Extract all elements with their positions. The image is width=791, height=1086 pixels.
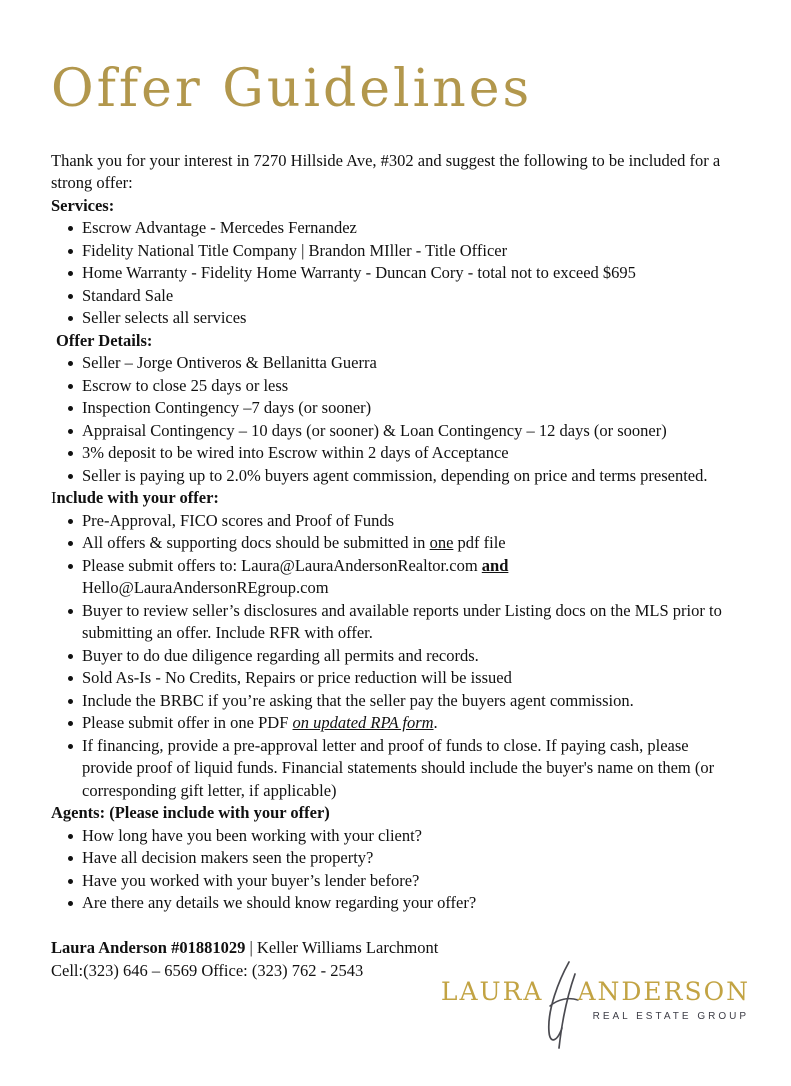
bullet-item <box>82 892 741 915</box>
bullet-item <box>82 847 741 870</box>
bullet-item <box>82 240 741 263</box>
bullet-text: Home Warranty - Fidelity Home Warranty - Duncan Cory - total not to exceed $695 <box>82 263 636 283</box>
bullet-text: Please submit offer in one PDF <box>82 713 293 733</box>
bullet-item <box>82 397 741 420</box>
intro-paragraph: Thank you for your interest in 7270 Hillside Ave, #302 and suggest the following to be included for a strong offer: <box>51 150 721 193</box>
bullet-item <box>82 442 741 465</box>
logo-tagline: REAL ESTATE GROUP <box>592 1011 749 1022</box>
bullet-item <box>82 555 741 600</box>
bullet-text: Please submit offers to: Laura@LauraAndersonRealtor.com <box>82 555 482 575</box>
bullet-text: . <box>433 713 438 733</box>
agent-phone-line: Cell:(323) 646 – 6569 Office: (323) 762 - 2543 <box>51 960 364 980</box>
bullet-text: If financing, provide a pre-approval letter and proof of funds to close. If paying cash, please provide proof of liquid funds. Financial statements should include the buyer's name on them (or corresponding gift letter, if applicable) <box>82 735 715 800</box>
bullet-text: All offers & supporting docs should be submitted in <box>82 533 430 553</box>
bullet-text: Fidelity National Title Company | Brandon MIller - Title Officer <box>82 240 508 260</box>
bullet-item <box>82 465 741 488</box>
italic-underlined-text: on updated RPA form <box>292 713 434 733</box>
heading-text: nclude with your offer: <box>56 488 219 508</box>
bullet-text: Include the BRBC if you’re asking that the seller pay the buyers agent commission. <box>82 690 634 710</box>
bullet-item <box>82 825 741 848</box>
bullet-item <box>82 510 741 533</box>
section-heading-offer-details: Offer Details: <box>56 330 153 350</box>
bullet-text: Seller – Jorge Ontiveros & Bellanitta Guerra <box>82 353 377 373</box>
bullet-item <box>82 307 741 330</box>
bullet-item <box>82 600 741 645</box>
bullet-text: Buyer to do due diligence regarding all permits and records. <box>82 645 479 665</box>
underlined-text: one <box>429 533 454 553</box>
bullet-item <box>82 262 741 285</box>
section-heading-services: Services: <box>51 195 115 215</box>
document-page <box>0 59 791 1086</box>
bullet-text: Sold As-Is - No Credits, Repairs or price reduction will be issued <box>82 668 512 688</box>
bullet-text: Escrow to close 25 days or less <box>82 375 289 395</box>
agents-list <box>51 825 741 915</box>
include-list <box>51 510 741 803</box>
bullet-item <box>82 420 741 443</box>
bullet-item <box>82 735 741 803</box>
bullet-item <box>82 712 741 735</box>
bullet-item <box>82 870 741 893</box>
bullet-text: Inspection Contingency –7 days (or sooner) <box>82 398 372 418</box>
document-body <box>51 150 741 983</box>
offer-details-list <box>51 352 741 487</box>
logo-wordmark <box>440 974 750 1008</box>
bullet-text: Have you worked with your buyer’s lender before? <box>82 870 420 890</box>
bullet-item <box>82 352 741 375</box>
bullet-text: Escrow Advantage - Mercedes Fernandez <box>82 218 357 238</box>
logo-word-anderson: ANDERSON <box>577 976 750 1006</box>
bullet-item <box>82 690 741 713</box>
services-list <box>51 217 741 330</box>
bullet-text: Appraisal Contingency – 10 days (or sooner) & Loan Contingency – 12 days (or sooner) <box>82 420 667 440</box>
bold-underlined-text: and <box>481 555 509 575</box>
bullet-text: Buyer to review seller’s disclosures and available reports under Listing docs on the MLS prior to submitting an offer. Include RFR with offer. <box>82 600 722 643</box>
bullet-item <box>82 667 741 690</box>
bullet-item <box>82 375 741 398</box>
bullet-text: pdf file <box>453 533 506 553</box>
company-logo <box>440 974 750 1022</box>
bullet-text: Are there any details we should know regarding your offer? <box>82 893 477 913</box>
heading-text: I <box>51 488 57 508</box>
bullet-item <box>82 217 741 240</box>
section-heading-include <box>51 487 741 510</box>
bullet-item <box>82 285 741 308</box>
section-heading-agents: Agents: (Please include with your offer) <box>51 803 330 823</box>
bullet-text: Pre-Approval, FICO scores and Proof of Funds <box>82 510 395 530</box>
la-script-monogram-icon <box>537 958 583 1054</box>
bullet-text: Seller is paying up to 2.0% buyers agent commission, depending on price and terms presented. <box>82 465 708 485</box>
bullet-text: Have all decision makers seen the property? <box>82 848 374 868</box>
bullet-item <box>82 532 741 555</box>
bullet-text: Seller selects all services <box>82 308 247 328</box>
bullet-text: Standard Sale <box>82 285 174 305</box>
logo-word-laura: LAURA <box>440 976 544 1006</box>
bullet-item <box>82 645 741 668</box>
bullet-text: How long have you been working with your client? <box>82 825 423 845</box>
brokerage-name: | Keller Williams Larchmont <box>245 938 439 958</box>
bullet-text: Hello@LauraAndersonREgroup.com <box>82 578 329 598</box>
agent-name-line <box>51 937 741 960</box>
agent-name: Laura Anderson #01881029 <box>51 938 246 958</box>
page-title: Offer Guidelines <box>51 59 533 119</box>
bullet-text: 3% deposit to be wired into Escrow within 2 days of Acceptance <box>82 443 509 463</box>
